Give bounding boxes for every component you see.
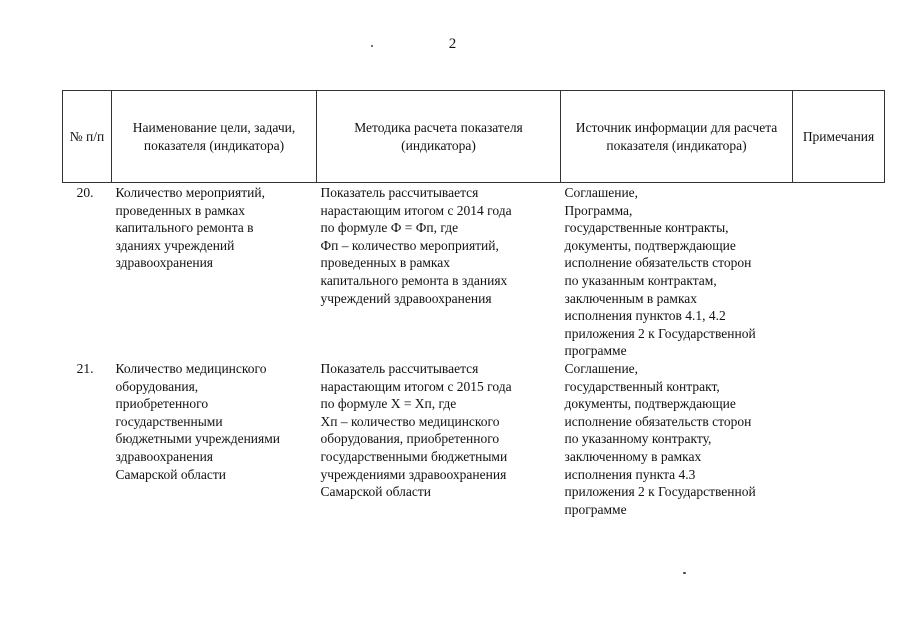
indicator-name: Количество медицинского оборудования, приобретенного государственными бюджетными учреждениями здравоохранения Самарской области [115,360,281,482]
header-num: № п/п [63,91,112,183]
information-source: Соглашение, государственный контракт, документы, подтверждающие исполнение обязательств сторон по указанному контракту, заключенному в рамках исполнения пункта 4.3 приложения 2 к Государственной программе [564,360,756,517]
calculation-method: Показатель рассчитывается нарастающим итогом с 2014 года по формуле Ф = Фп, где Фп – количество мероприятий, проведенных в рамках капитального ремонта в зданиях учреждений здравоохранения [320,185,512,306]
table-header-row [63,91,885,183]
table-row [63,183,885,360]
information-source: Соглашение, Программа, государственные контракты, документы, подтверждающие исполнение обязательств сторон по указанным контрактам, заключенным в рамках исполнения пунктов 4.1, 4.2 приложения 2 к Государственной программе [564,185,756,359]
row-number: 20. [76,185,94,200]
indicator-name: Количество мероприятий, проведенных в рамках капитального ремонта в зданиях учреждений здравоохранения [115,185,265,271]
scan-speck [683,572,686,574]
header-notes: Примечания [793,91,885,183]
notes-cell [793,360,885,518]
table-row [63,360,885,518]
scan-speck [371,45,373,47]
row-number: 21. [76,360,94,376]
notes-cell [793,183,885,360]
header-name: Наименование цели, задачи, показателя (индикатора) [112,91,317,183]
calculation-method: Показатель рассчитывается нарастающим итогом с 2015 года по формуле Х = Хп, где Хп – количество медицинского оборудования, приобретенного государственными бюджетными учреждениями здравоохранения Самарской области [320,360,512,500]
header-method: Методика расчета показателя (индикатора) [317,91,561,183]
header-source: Источник информации для расчета показателя (индикатора) [561,91,793,183]
indicator-table [62,90,885,518]
page-number: 2 [448,36,457,52]
